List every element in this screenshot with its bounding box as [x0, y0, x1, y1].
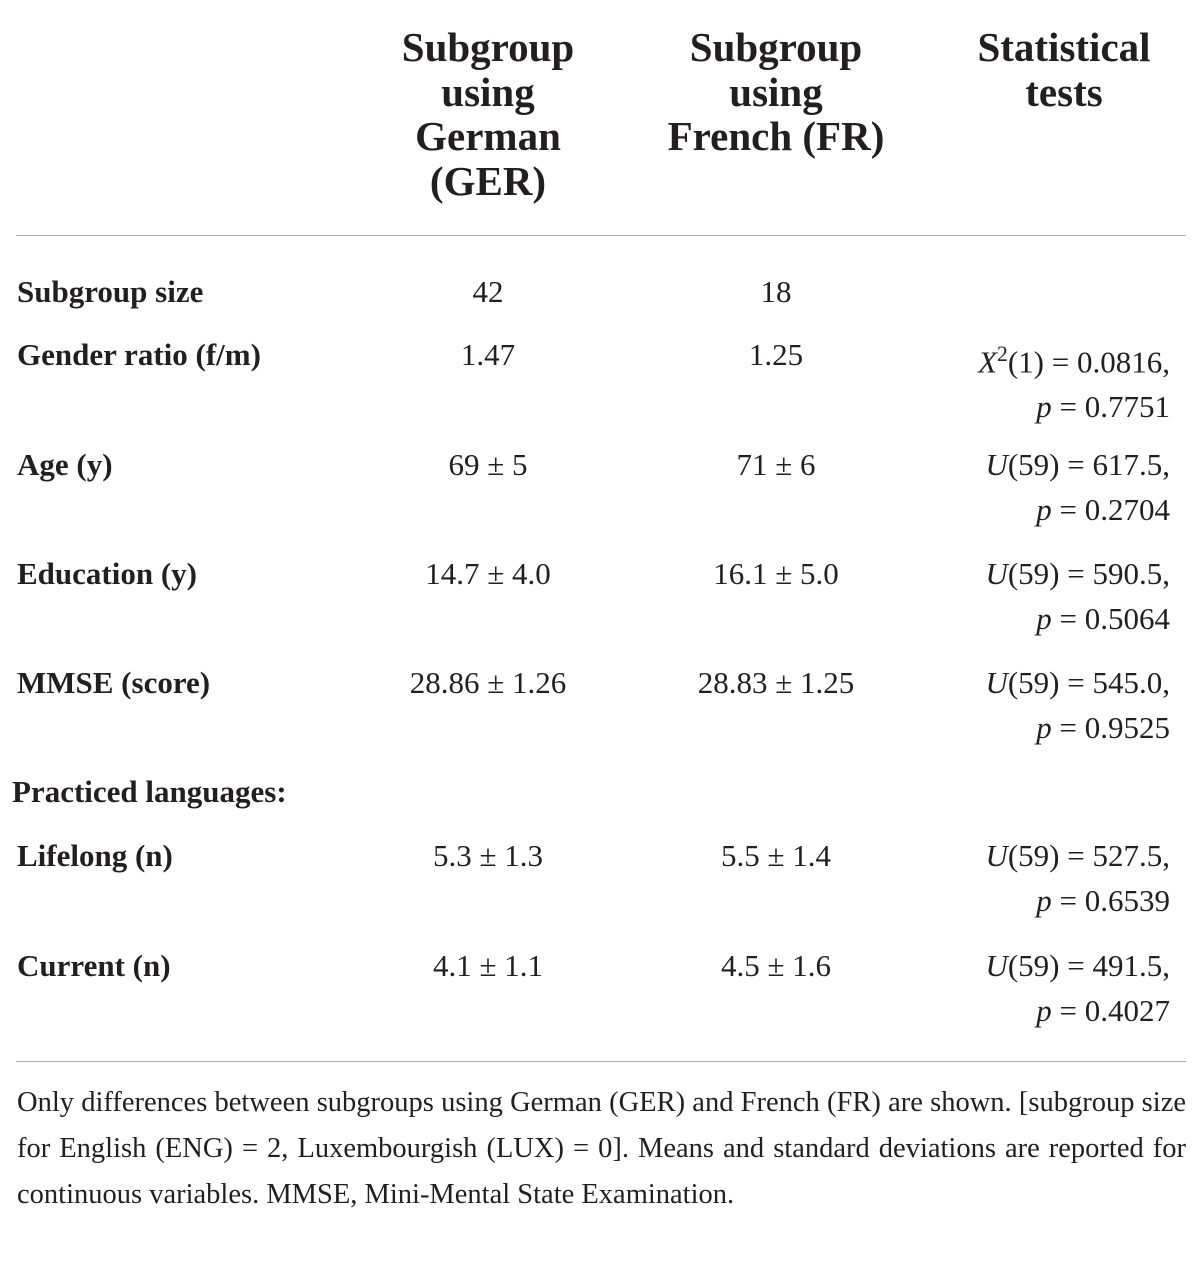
cell-ger-age: 69 ± 5 [448, 447, 528, 482]
table-footnote: Only differences between subgroups using German (GER) and French (FR) are shown. [subgroup size for English (ENG) = 2, Luxembourgish (LUX) = 0]. Means and standard deviations are reported for continuous variables. MMSE, Mini-Mental State Examination. [17, 1087, 1186, 1210]
cell-test-mmse: U(59) = 545.0, p = 0.9525 [985, 665, 1170, 745]
cell-fr-gender-ratio: 1.25 [748, 337, 804, 372]
row-label-gender-ratio: Gender ratio (f/m) [17, 337, 261, 372]
section-label-practiced-languages: Practiced languages: [12, 774, 287, 809]
cell-test-gender-ratio: $X^2(1) = 0.0816$, p = 0.7751 [978, 342, 1170, 425]
cell-ger-gender-ratio: 1.47 [460, 337, 516, 372]
row-label-mmse: MMSE (score) [17, 665, 211, 700]
cell-test-education: U(59) = 590.5, p = 0.5064 [985, 556, 1170, 636]
row-label-current: Current (n) [17, 948, 171, 983]
cell-fr-education: 16.1 ± 5.0 [713, 556, 839, 591]
cell-test-current: U(59) = 491.5, p = 0.4027 [985, 948, 1170, 1028]
cell-fr-current: 4.5 ± 1.6 [720, 948, 831, 983]
cell-ger-subgroup-size: 42 [472, 274, 504, 309]
footer-divider [16, 1061, 1186, 1062]
cell-fr-mmse: 28.83 ± 1.25 [697, 665, 855, 700]
header-german-subgroup: Subgroup using German (GER) [401, 24, 575, 204]
cell-test-lifelong: U(59) = 527.5, p = 0.6539 [985, 838, 1170, 918]
cell-test-age: U(59) = 617.5, p = 0.2704 [985, 447, 1170, 527]
header-french-subgroup: Subgroup using French (FR) [667, 24, 885, 159]
row-label-education: Education (y) [17, 556, 197, 591]
header-divider [16, 235, 1186, 236]
cell-ger-mmse: 28.86 ± 1.26 [409, 665, 567, 700]
cell-fr-age: 71 ± 6 [736, 447, 816, 482]
cell-ger-current: 4.1 ± 1.1 [432, 948, 543, 983]
row-label-lifelong: Lifelong (n) [17, 838, 173, 873]
header-statistical-tests: Statistical tests [977, 24, 1151, 115]
row-label-age: Age (y) [17, 447, 113, 482]
cell-ger-lifelong: 5.3 ± 1.3 [432, 838, 543, 873]
cell-fr-lifelong: 5.5 ± 1.4 [720, 838, 831, 873]
cell-ger-education: 14.7 ± 4.0 [425, 556, 551, 591]
cell-fr-subgroup-size: 18 [760, 274, 792, 309]
row-label-subgroup-size: Subgroup size [17, 274, 204, 309]
